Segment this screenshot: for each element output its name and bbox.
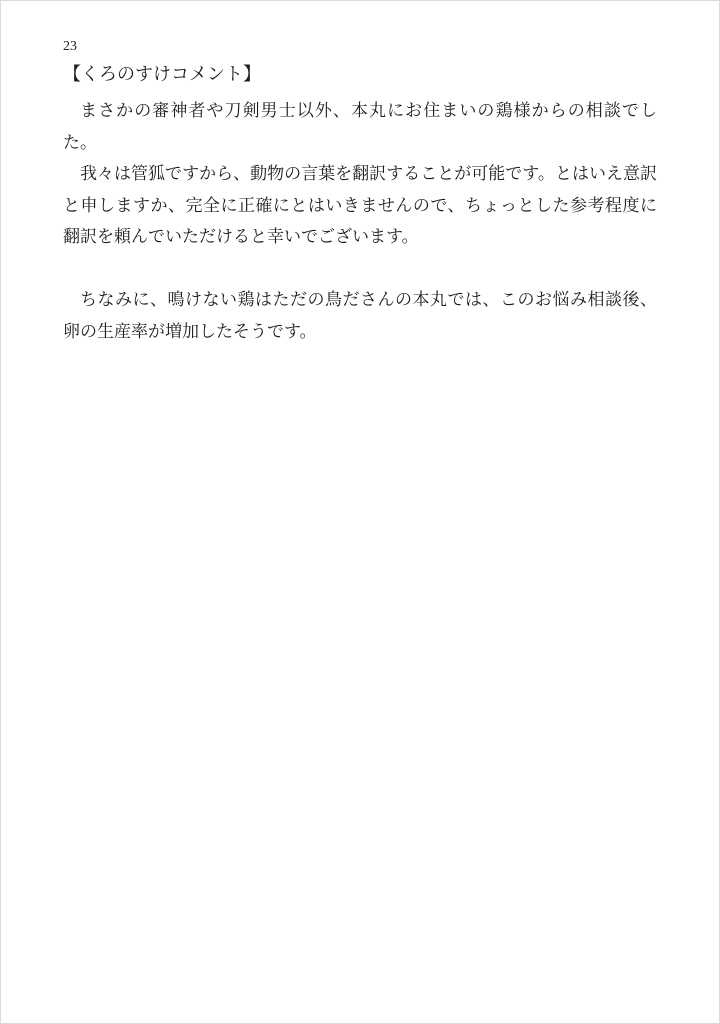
- paragraph: 我々は管狐ですから、動物の言葉を翻訳することが可能です。とはいえ意訳と申しますか、完全に正確にとはいきませんので、ちょっとした参考程度に翻訳を頼んでいただけると幸いでございます。: [63, 164, 657, 246]
- body-text: [63, 95, 657, 347]
- paragraph: ちなみに、鳴けない鶏はただの鳥ださんの本丸では、このお悩み相談後、卵の生産率が増加したそうです。: [63, 290, 657, 341]
- page-content: [1, 1, 719, 347]
- page-number: 23: [63, 39, 77, 54]
- section-heading: 【くろのすけコメント】: [63, 64, 261, 84]
- paragraph: まさかの審神者や刀剣男士以外、本丸にお住まいの鶏様からの相談でした。: [63, 101, 657, 152]
